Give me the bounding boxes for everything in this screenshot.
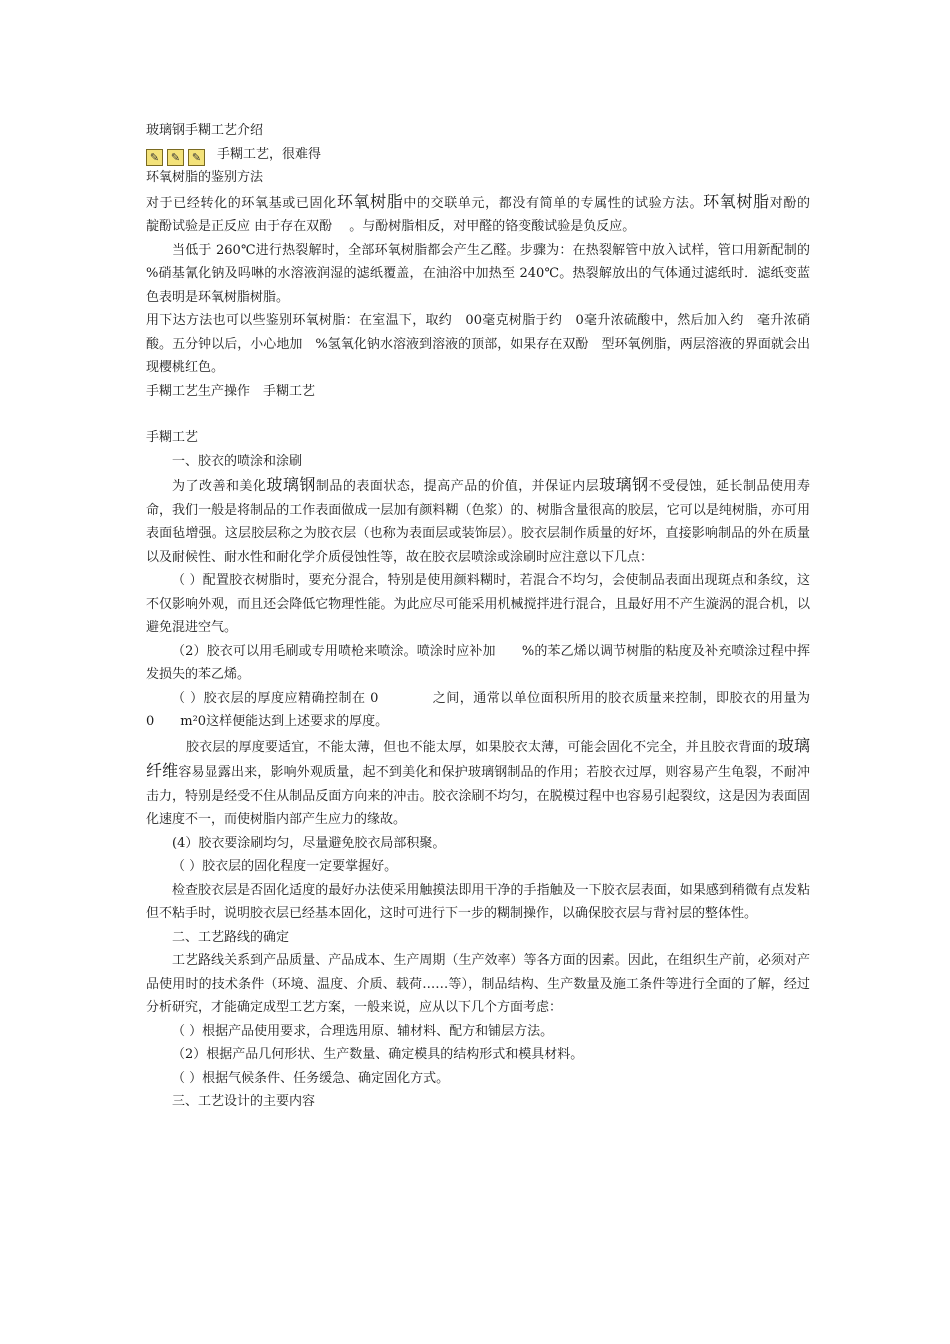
paragraph-pyrolysis: 当低于 260℃进行热裂解时，全部环氧树脂都会产生乙醛。步骤为：在热裂解管中放入试样，管口用新配制的 %硝基氰化钠及吗啉的水溶液润湿的滤纸覆盖，在油浴中加热至 240℃。热裂解放出的气体通过滤纸时．滤纸变蓝色表明是环氧树脂树脂。 [146,242,824,305]
keyword-link: 玻璃钢 [599,475,649,494]
paragraph-process-route: 工艺路线关系到产品质量、产品成本、生产周期（生产效率）等各方面的因素。因此，在组织生产前，必须对产品使用时的技术条件（环境、温度、介质、载荷……等），制品结构、生产数量及施工条件等进行全面的了解，经过分析研究，才能确定成型工艺方案，一般来说，应从以下几个方面考虑： [146,953,810,1015]
text-run: 容易显露出来，影响外观质量，起不到美化和保护玻璃钢制品的作用；若胶衣过厚，则容易产生龟裂，不耐冲击力，特别是经受不住从制品反面方向来的冲击。胶衣涂刷不均匀，在脱模过程中也容易引起裂纹，这是因为表面固化速度不一，而使树脂内部产生应力的缘故。 [146,765,810,827]
list-item-route-1: （ ）根据产品使用要求，合理选用原、辅材料、配方和铺层方法。 [172,1023,554,1039]
rating-line [146,143,810,167]
keyword-link: 玻璃钢 [266,475,316,494]
list-item-gelcoat-1: （ ）配置胶衣树脂时，要充分混合，特别是使用颜料糊时，若混合不均匀，会使制品表面出现斑点和条纹，这不仅影响外观，而且还会降低它物理性能。为此应尽可能采用机械搅拌进行混合，且最好用不产生漩涡的混合机，以避免混进空气。 [146,573,810,635]
list-item-gelcoat-3: （ ）胶衣层的厚度应精确控制在 0 之间，通常以单位面积所用的胶衣质量来控制，即胶衣的用量为 0 m²0这样便能达到上述要求的厚度。 [146,690,837,729]
list-item-gelcoat-5: （ ）胶衣层的固化程度一定要掌握好。 [172,859,398,874]
subheading-process-design: 三、工艺设计的主要内容 [172,1094,316,1109]
text-run: 胶衣层的厚度要适宜，不能太薄，但也不能太厚，如果胶衣太薄，可能会固化不完全，并且胶衣背面的 [186,739,778,755]
text-run: 为了改善和美化 [172,479,267,494]
text-run: 制品的表面状态，提高产品的价值，并保证内层 [315,479,600,494]
spacer [146,403,810,426]
star-rating-icon: ✎ [146,149,163,166]
section-heading-hand-layup: 手糊工艺 [146,430,199,445]
star-rating-icon: ✎ [167,149,184,166]
keyword-link: 环氧树脂 [336,191,404,211]
star-rating-icon: ✎ [188,149,205,166]
list-item-route-2: （2）根据产品几何形状、生产数量、确定模具的结构形式和模具材料。 [172,1047,584,1062]
section-heading-epoxy-identification: 环氧树脂的鉴别方法 [146,170,264,185]
text-run: 对酚的 靛酚试验是正反应 由于存在双酚 。与酚树脂相反，对甲醛的铬变酸试验是负反应。 [146,195,849,234]
text-run: 对于已经转化的环氧基或已固化 [146,195,337,211]
paragraph-gelcoat-thickness [146,734,810,832]
paragraph-gelcoat-intro [146,473,810,569]
paragraph-alt-method: 用下达方法也可以些鉴别环氧树脂：在室温下，取约 00毫克树脂于约 0毫升浓硫酸中，然后加入约 毫升浓硝酸。五分钟以后，小心地加 %氢氧化钠水溶液到溶液的顶部，如果存在双酚 型环氧例脂，两层溶液的界面就会出现樱桃红色。 [146,313,810,375]
rating-icons [146,149,205,166]
paragraph-operations-heading: 手糊工艺生产操作 手糊工艺 [146,383,316,399]
subheading-process-route: 二、工艺路线的确定 [172,929,290,945]
list-item-gelcoat-2: （2）胶衣可以用毛刷或专用喷枪来喷涂。喷涂时应补加 %的苯乙烯以调节树脂的粘度及补充喷涂过程中挥发损失的苯乙烯。 [146,643,810,682]
list-item-gelcoat-4: (4）胶衣要涂刷均匀，尽量避免胶衣局部积聚。 [172,835,446,851]
paragraph-cure-check: 检查胶衣层是否固化适度的最好办法使采用触摸法即用干净的手指触及一下胶衣层表面，如果感到稍微有点发粘但不粘手时，说明胶衣层已经基本固化，这时可进行下一步的糊制操作，以确保胶衣层与背衬层的整体性。 [146,882,810,921]
paragraph-epoxy-test [146,190,849,239]
list-item-route-3: （ ）根据气候条件、任务缓急、确定固化方式。 [172,1070,450,1086]
keyword-link: 玻璃纤维 [146,735,810,780]
rating-comment: 手糊工艺，很难得 [217,146,322,162]
keyword-link: 环氧树脂 [703,191,770,211]
document-title: 玻璃钢手糊工艺介绍 [146,123,264,138]
text-run: 中的交联单元，都没有简单的专属性的试验方法。 [403,195,704,211]
document-body [146,119,849,1114]
subheading-gelcoat: 一、胶衣的喷涂和涂刷 [172,453,303,469]
text-run: 不受侵蚀，延长制品使用寿命，我们一般是将制品的工作表面做成一层加有颜料糊（色浆）的、树脂含量很高的胶层，它可以是纯树脂，亦可用表面毡增强。这层胶层称之为胶衣层（也称为表面层或装饰层）。胶衣层制作质量的好坏，直接影响制品的外在质量以及耐候性、耐水性和耐化学介质侵蚀性等，故在胶衣层喷涂或涂刷时应注意以下几点： [146,479,810,565]
